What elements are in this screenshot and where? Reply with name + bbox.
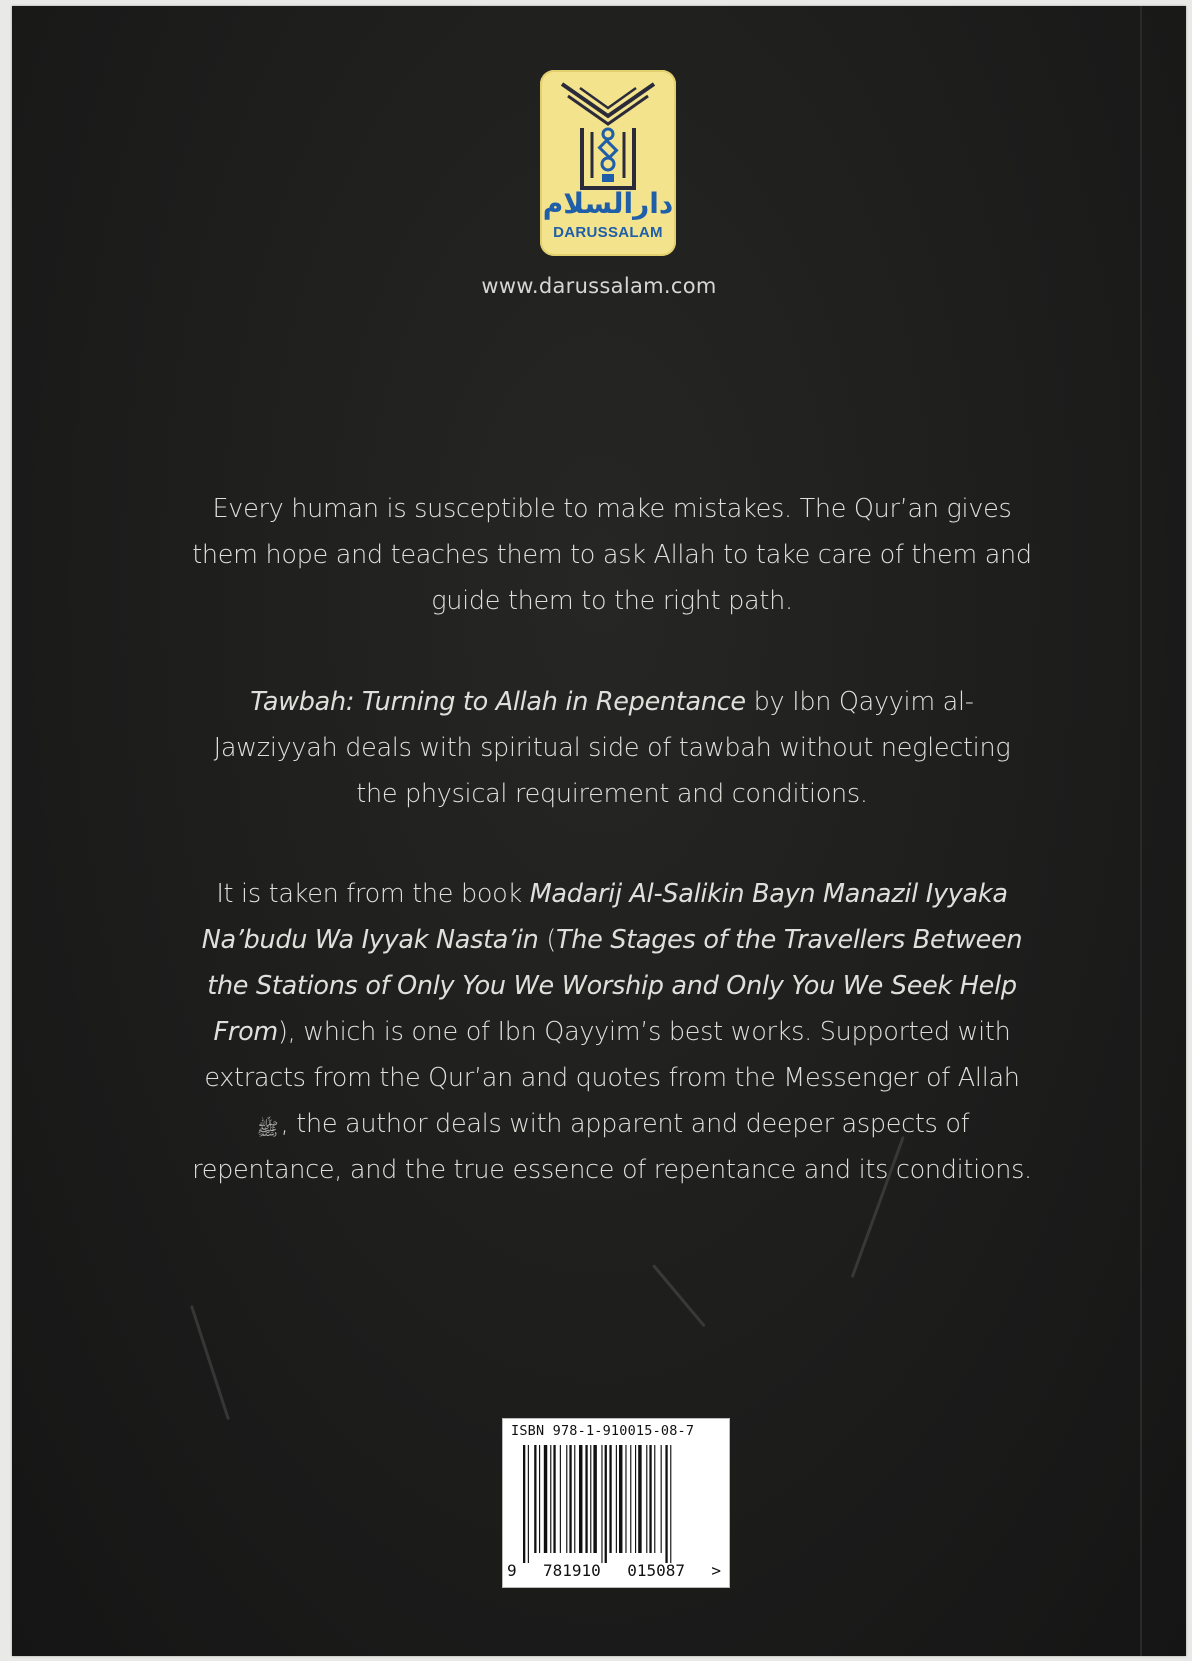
- book-title: Tawbah: Turning to Allah in Repentance: [250, 687, 746, 717]
- blurb-text: by Ibn Qayyim al-Jawziyyah deals with spiritual side of tawbah without neglecting the physical requirement and conditions.: [213, 687, 1011, 809]
- barcode-tail-mark: >: [711, 1561, 721, 1580]
- logo-arabic-text: دارالسلام: [542, 187, 674, 220]
- blurb-text: ), which is one of Ibn Qayyim’s best works. Supported with extracts from the Qur’an and quotes from the Messenger of Allah: [204, 1017, 1020, 1093]
- blurb-paragraph-3: [192, 871, 1032, 1193]
- blurb-paragraph-2: [192, 679, 1032, 817]
- isbn-label: ISBN 978-1-910015-08-7: [511, 1423, 695, 1439]
- scuff-mark: [652, 1264, 706, 1327]
- cover-edge-line: [1140, 6, 1142, 1656]
- blurb-text: , the author deals with apparent and deeper aspects of repentance, and the true essence of repentance and its conditions.: [192, 1109, 1032, 1185]
- back-cover: [12, 6, 1186, 1656]
- source-book-title: Madarij Al-Salikin Bayn Manazil Iyyaka Na’budu Wa Iyyak Nasta’in: [201, 879, 1008, 955]
- blurb-text: It is taken from the book: [216, 879, 530, 909]
- logo-wordmark: DARUSSALAM: [553, 224, 663, 241]
- publisher-website: www.darussalam.com: [481, 274, 717, 298]
- isbn-barcode: [502, 1418, 730, 1588]
- barcode-lead-digit: 9: [507, 1561, 517, 1580]
- scuff-mark: [190, 1305, 230, 1420]
- barcode-digit-group-1: 781910: [543, 1561, 601, 1580]
- barcode-digit-group-2: 015087: [627, 1561, 685, 1580]
- blurb-text: (: [538, 925, 557, 955]
- barcode-digits: [507, 1561, 721, 1580]
- blurb-paragraph-1: Every human is susceptible to make mistakes. The Qur’an gives them hope and teaches them to ask Allah to take care of them and guide them to the right path.: [192, 494, 1032, 616]
- honorific-glyph: ﷺ: [256, 1119, 279, 1140]
- publisher-logo: [540, 70, 676, 256]
- barcode-bars: [509, 1445, 721, 1563]
- source-book-translation: The Stages of the Travellers Between the Stations of Only You We Worship and Only You We Seek Help From: [207, 925, 1023, 1047]
